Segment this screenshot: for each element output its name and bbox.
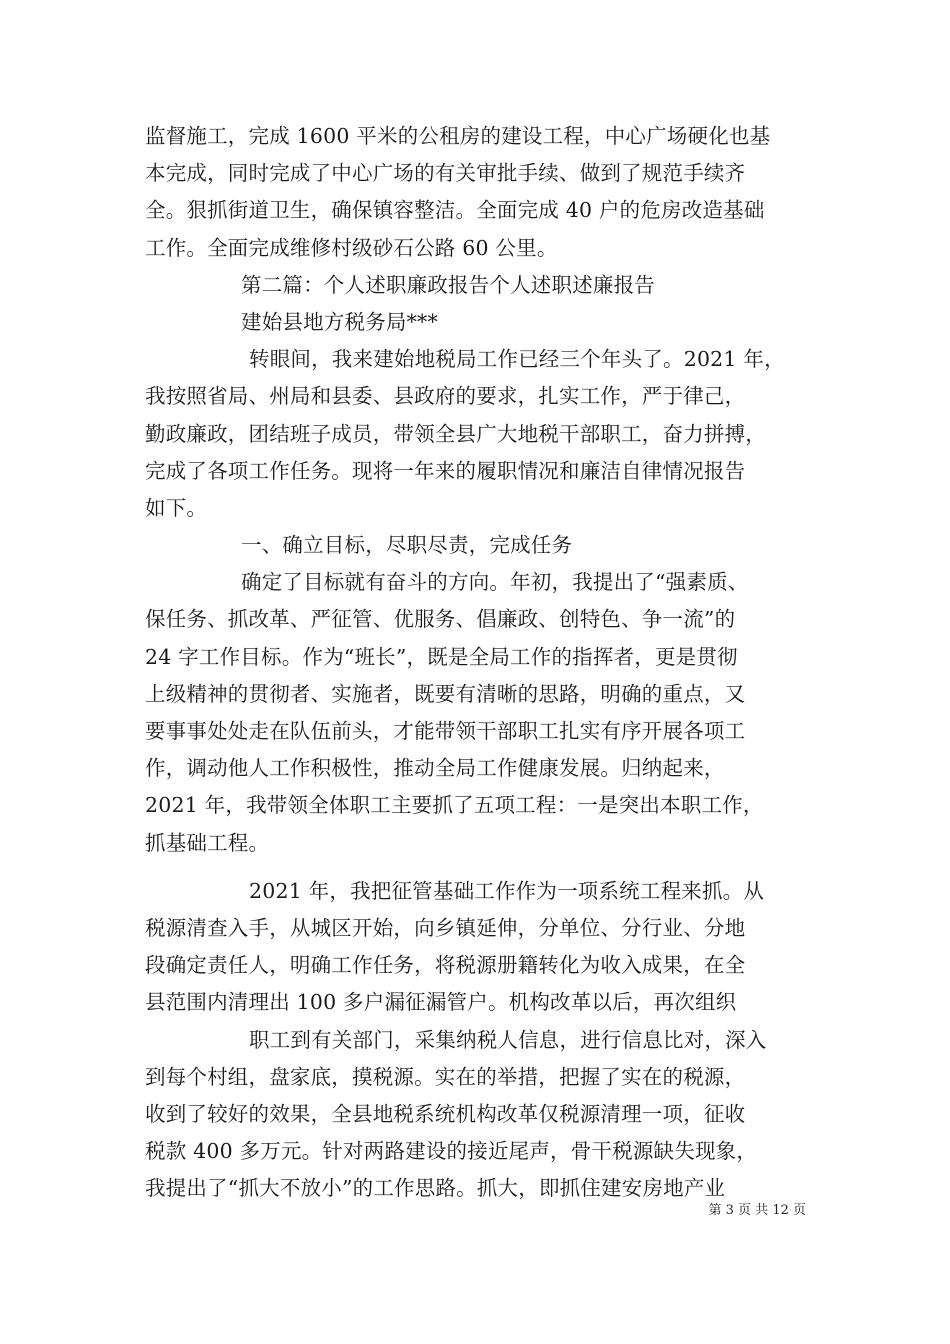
text-line: 上级精神的贯彻者、实施者，既要有清晰的思路，明确的重点，又: [145, 681, 746, 706]
text-line: 职工到有关部门，采集纳税人信息，进行信息比对，深入: [249, 1027, 767, 1052]
text-line: 收到了较好的效果，全县地税系统机构改革仅税源清理一项，征收: [145, 1101, 746, 1126]
text-line: 24 字工作目标。作为“班长”，既是全局工作的指挥者，更是贯彻: [145, 644, 738, 669]
text-line: 转眼间，我来建始地税局工作已经三个年头了。2021 年，: [249, 347, 785, 372]
text-line: 确定了目标就有奋斗的方向。年初，我提出了“强素质、: [241, 570, 749, 595]
document-body: [145, 118, 810, 1207]
text-line: 段确定责任人，明确工作任务，将税源册籍转化为收入成果，在全: [145, 953, 746, 978]
section-title: 第二篇：个人述职廉政报告个人述职述廉报告: [241, 272, 655, 297]
text-line: 全。狠抓街道卫生，确保镇容整洁。全面完成 40 户的危房改造基础: [145, 198, 765, 223]
text-line: 税源清查入手，从城区开始，向乡镇延伸，分单位、分行业、分地: [145, 915, 746, 940]
text-line: 监督施工，完成 1600 平米的公租房的建设工程，中心广场硬化也基: [145, 124, 771, 148]
text-line: 税款 400 多万元。针对两路建设的接近尾声，骨干税源缺失现象，: [145, 1139, 758, 1164]
text-line: 我提出了“抓大不放小”的工作思路。抓大，即抓住建安房地产业: [145, 1176, 726, 1201]
paragraph-gap: [145, 862, 810, 873]
text-line: 勤政廉政，团结班子成员，带领全县广大地税干部职工，奋力拼搏，: [145, 421, 766, 446]
text-line: 2021 年，我带领全体职工主要抓了五项工程：一是突出本职工作，: [145, 793, 764, 818]
text-line: 到每个村组，盘家底，摸税源。实在的举措，把握了实在的税源，: [145, 1064, 746, 1089]
text-line: 抓基础工程。: [145, 830, 270, 855]
text-line: 工作。全面完成维修村级砂石公路 60 公里。: [145, 235, 558, 260]
text-line: 完成了各项工作任务。现将一年来的履职情况和廉洁自律情况报告: [145, 458, 746, 483]
text-line: 县范围内清理出 100 多户漏征漏管户。机构改革以后，再次组织: [145, 990, 737, 1015]
section-heading: 一、确立目标，尽职尽责，完成任务: [241, 533, 573, 558]
text-line: 我按照省局、州局和县委、县政府的要求，扎实工作，严于律己，: [145, 384, 746, 409]
text-line: 如下。: [145, 495, 208, 520]
text-line: 作，调动他人工作积极性，推动全局工作健康发展。归纳起来，: [145, 756, 725, 781]
text-line: 要事事处处走在队伍前头，才能带领干部职工扎实有序开展各项工: [145, 719, 746, 743]
author-line: 建始县地方税务局***: [241, 309, 438, 334]
text-line: 保任务、抓改革、严征管、优服务、倡廉政、创特色、争一流”的: [145, 607, 736, 632]
page-number: 第 3 页 共 12 页: [708, 1203, 806, 1218]
text-line: 本完成，同时完成了中心广场的有关审批手续、做到了规范手续齐: [145, 161, 746, 186]
text-line: 2021 年，我把征管基础工作作为一项系统工程来抓。从: [249, 878, 765, 903]
